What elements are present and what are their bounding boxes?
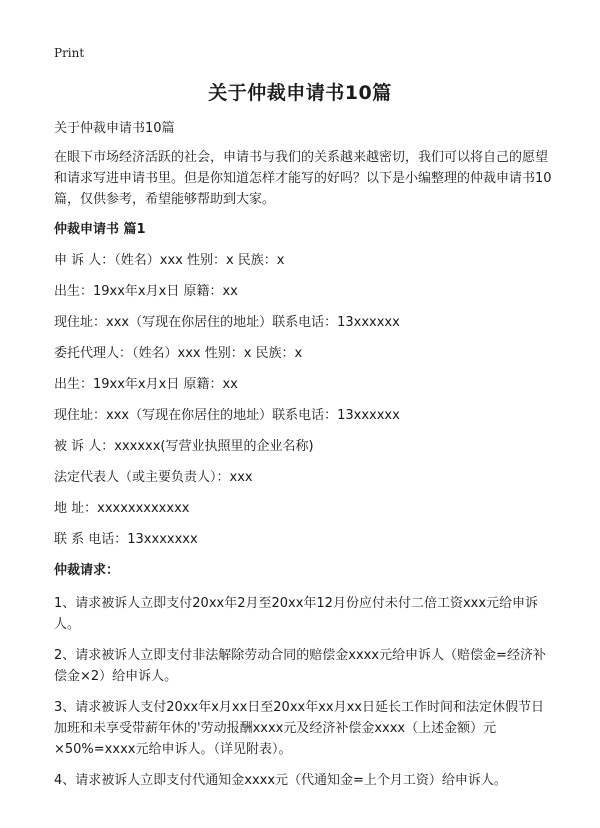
claim-item-4: 4、请求被诉人立即支付代通知金xxxx元（代通知金=上个月工资）给申诉人。 [54,773,507,788]
section-heading: 仲裁申请书 篇1 [54,222,146,237]
document-title: 关于仲裁申请书10篇 [208,82,392,104]
agent-info: 委托代理人：（姓名）xxx 性别：x 民族：x [54,346,303,361]
claim-item-1: 1、请求被诉人立即支付20xx年2月至20xx年12月份应付未付二倍工资xxx元给申诉人。 [54,596,539,632]
respondent-phone: 联 系 电话：13xxxxxxx [54,532,198,547]
document-body [54,118,554,801]
claimant-info: 申 诉 人：（姓名）xxx 性别：x 民族：x [54,253,285,268]
claims-heading: 仲裁请求： [54,563,120,578]
claim-item-3: 3、请求被诉人支付20xx年x月xx日至20xx年xx月xx日延长工作时间和法定休假节日加班和未享受带薪年休的'劳动报酬xxxx元及经济补偿金xxxx（上述金额）元×50%=xxxx元给申诉人。（详见附表）。 [54,700,544,757]
agent-birth: 出生：19xx年x月x日 原籍：xx [54,377,238,392]
claim-item-2: 2、请求被诉人立即支付非法解除劳动合同的赔偿金xxxx元给申诉人（赔偿金=经济补偿金×2）给申诉人。 [54,648,546,684]
claimant-address: 现住址：xxx（写现在你居住的地址）联系电话：13xxxxxx [54,315,400,330]
document-subtitle: 关于仲裁申请书10篇 [54,121,175,136]
intro-paragraph: 在眼下市场经济活跃的社会，申请书与我们的关系越来越密切，我们可以将自己的愿望和请求写进申请书里。但是你知道怎样才能写的好吗？以下是小编整理的仲裁申请书10篇，仅供参考，希望能够帮助到大家。 [54,150,552,207]
agent-address: 现住址：xxx（写现在你居住的地址）联系电话：13xxxxxx [54,408,400,423]
claimant-birth: 出生：19xx年x月x日 原籍：xx [54,284,238,299]
print-link[interactable]: Print [54,46,85,60]
legal-representative: 法定代表人（或主要负责人）：xxx [54,470,253,485]
respondent-address: 地 址：xxxxxxxxxxxx [54,501,190,516]
respondent-info: 被 诉 人：xxxxxx(写营业执照里的企业名称) [54,439,314,454]
